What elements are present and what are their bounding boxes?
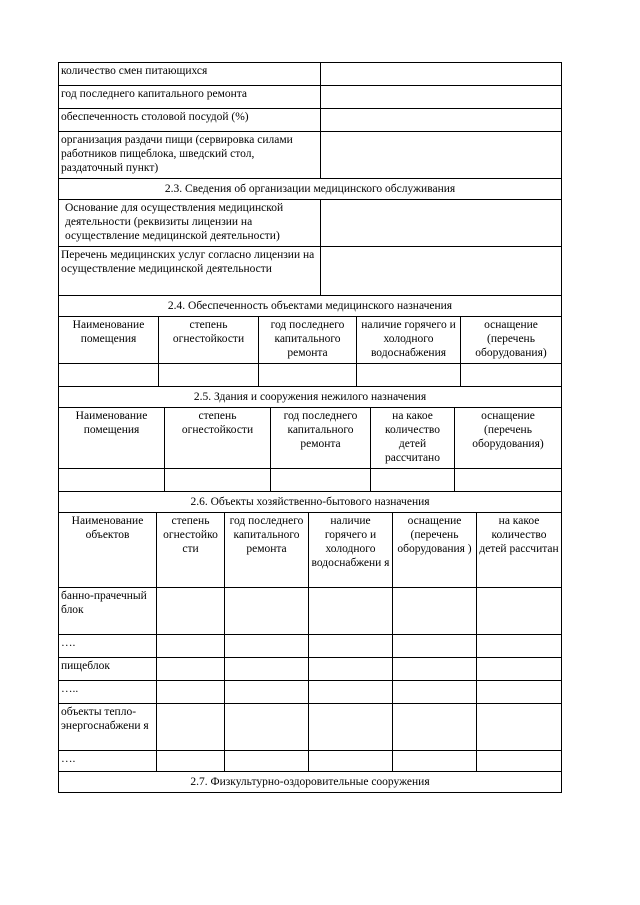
table-cell[interactable] [157, 751, 225, 772]
column-header: степень огнестойкости [159, 317, 259, 364]
row-label: …. [59, 635, 157, 658]
table-cell[interactable] [271, 469, 371, 492]
table-cell[interactable] [371, 469, 455, 492]
row-label: …. [59, 751, 157, 772]
table-cell[interactable] [159, 364, 259, 387]
table-row [59, 588, 562, 635]
value-cell[interactable] [321, 86, 562, 109]
column-header: Наименование объектов [59, 513, 157, 588]
table-cell[interactable] [59, 364, 159, 387]
table-cell[interactable] [477, 588, 562, 635]
table-cell[interactable] [157, 681, 225, 704]
table-cell[interactable] [309, 635, 393, 658]
table-cell[interactable] [309, 751, 393, 772]
table-cell[interactable] [157, 704, 225, 751]
column-header: Наименование помещения [59, 317, 159, 364]
table-cell[interactable] [157, 635, 225, 658]
table-row [59, 247, 562, 296]
table-row [59, 200, 562, 247]
catering-table [58, 62, 562, 317]
table-row [59, 63, 562, 86]
section-title-2-3: 2.3. Сведения об организации медицинского обслуживания [59, 179, 562, 200]
non-residential-table [58, 407, 562, 513]
column-header: степень огнестойкости [165, 408, 271, 469]
section-title-2-7: 2.7. Физкультурно-оздоровительные сооружения [59, 772, 562, 793]
row-label: объекты тепло-энергоснабжени я [59, 704, 157, 751]
column-header: год последнего капитального ремонта [259, 317, 357, 364]
table-cell[interactable] [357, 364, 461, 387]
table-row [59, 751, 562, 772]
table-cell[interactable] [461, 364, 562, 387]
value-cell[interactable] [321, 247, 562, 296]
column-header: Наименование помещения [59, 408, 165, 469]
table-cell[interactable] [393, 751, 477, 772]
document-page [58, 62, 562, 793]
table-cell[interactable] [225, 681, 309, 704]
row-label: год последнего капитального ремонта [59, 86, 321, 109]
table-cell[interactable] [455, 469, 562, 492]
table-cell[interactable] [225, 658, 309, 681]
table-cell[interactable] [393, 658, 477, 681]
table-cell[interactable] [225, 635, 309, 658]
column-header: оснащение (перечень оборудования) [461, 317, 562, 364]
column-header: на какое количество детей рассчитано [371, 408, 455, 469]
table-cell[interactable] [225, 588, 309, 635]
column-header: наличие горячего и холодного водоснабжени я [309, 513, 393, 588]
value-cell[interactable] [321, 109, 562, 132]
column-header: оснащение (перечень оборудования) [455, 408, 562, 469]
section-title-2-5: 2.5. Здания и сооружения нежилого назначения [59, 387, 562, 408]
table-cell[interactable] [259, 364, 357, 387]
table-cell[interactable] [393, 635, 477, 658]
table-row [59, 132, 562, 179]
column-header: наличие горячего и холодного водоснабжения [357, 317, 461, 364]
medical-objects-table [58, 316, 562, 408]
table-row [59, 658, 562, 681]
section-row [59, 387, 562, 408]
table-cell[interactable] [309, 588, 393, 635]
value-cell[interactable] [321, 200, 562, 247]
value-cell[interactable] [321, 63, 562, 86]
table-row [59, 704, 562, 751]
row-label: банно-прачечный блок [59, 588, 157, 635]
table-row [59, 681, 562, 704]
column-header: степень огнестойко сти [157, 513, 225, 588]
row-label: ….. [59, 681, 157, 704]
table-cell[interactable] [157, 658, 225, 681]
section-title-2-6: 2.6. Объекты хозяйственно-бытового назначения [59, 492, 562, 513]
table-row [59, 109, 562, 132]
table-cell[interactable] [477, 658, 562, 681]
row-label: Перечень медицинских услуг согласно лицензии на осуществление медицинской деятельности [59, 247, 321, 296]
column-header: год последнего капитального ремонта [225, 513, 309, 588]
table-cell[interactable] [225, 704, 309, 751]
table-cell[interactable] [393, 588, 477, 635]
table-header-row [59, 317, 562, 364]
value-cell[interactable] [321, 132, 562, 179]
column-header: на какое количество детей рассчитан [477, 513, 562, 588]
table-row [59, 86, 562, 109]
table-cell[interactable] [477, 635, 562, 658]
row-label: пищеблок [59, 658, 157, 681]
table-cell[interactable] [477, 704, 562, 751]
table-cell[interactable] [393, 681, 477, 704]
section-row [59, 179, 562, 200]
table-cell[interactable] [157, 588, 225, 635]
household-objects-table [58, 512, 562, 793]
column-header: год последнего капитального ремонта [271, 408, 371, 469]
table-row [59, 635, 562, 658]
table-cell[interactable] [477, 751, 562, 772]
section-row [59, 296, 562, 317]
row-label: организация раздачи пищи (сервировка силами работников пищеблока, шведский стол, раздаточный пункт) [59, 132, 321, 179]
table-row [59, 364, 562, 387]
section-row [59, 772, 562, 793]
table-cell[interactable] [309, 658, 393, 681]
table-cell[interactable] [393, 704, 477, 751]
table-row [59, 469, 562, 492]
table-cell[interactable] [477, 681, 562, 704]
table-header-row [59, 513, 562, 588]
table-cell[interactable] [309, 704, 393, 751]
row-label: Основание для осуществления медицинской деятельности (реквизиты лицензии на осуществление медицинской деятельности) [59, 200, 321, 247]
table-cell[interactable] [165, 469, 271, 492]
table-cell[interactable] [59, 469, 165, 492]
table-cell[interactable] [309, 681, 393, 704]
row-label: обеспеченность столовой посудой (%) [59, 109, 321, 132]
column-header: оснащение (перечень оборудования ) [393, 513, 477, 588]
row-label: количество смен питающихся [59, 63, 321, 86]
section-row [59, 492, 562, 513]
table-cell[interactable] [225, 751, 309, 772]
table-header-row [59, 408, 562, 469]
section-title-2-4: 2.4. Обеспеченность объектами медицинского назначения [59, 296, 562, 317]
